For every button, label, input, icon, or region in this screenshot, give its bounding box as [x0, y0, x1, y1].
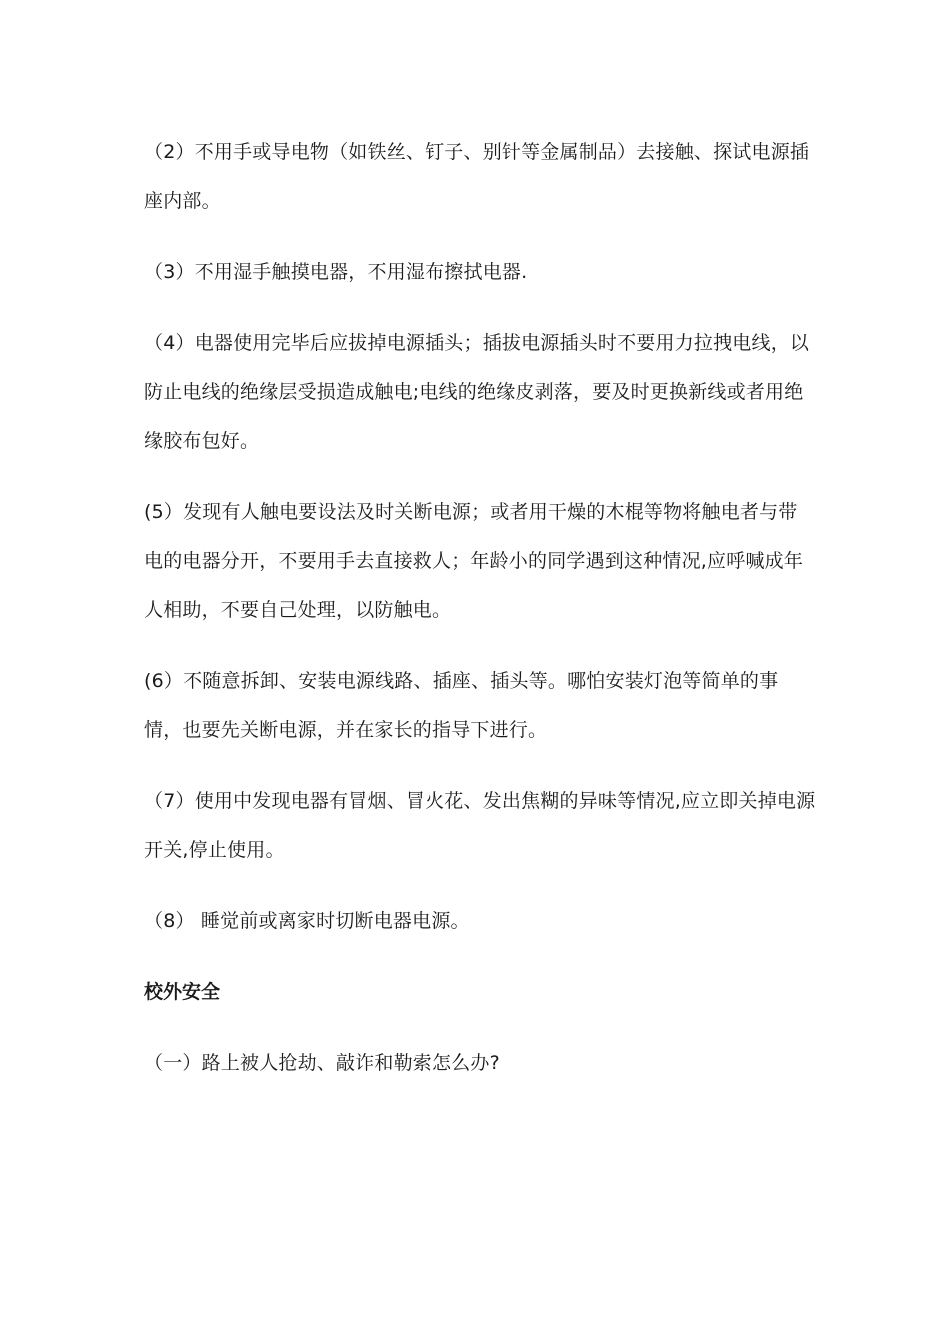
- paragraph-item-7: （7）使用中发现电器有冒烟、冒火花、发出焦糊的异味等情况,应立即关掉电源开关,停止使用。: [144, 790, 816, 861]
- document-body: [144, 128, 816, 1110]
- paragraph-item-2: （2）不用手或导电物（如铁丝、钉子、别针等金属制品）去接触、探试电源插座内部。: [144, 141, 810, 212]
- paragraph-item-8: （8） 睡觉前或离家时切断电器电源。: [144, 910, 470, 932]
- sub-question: （一）路上被人抢劫、敲诈和勒索怎么办?: [144, 1052, 500, 1074]
- paragraph-item-4: （4）电器使用完毕后应拔掉电源插头；插拔电源插头时不要用力拉拽电线，以防止电线的绝缘层受损造成触电;电线的绝缘皮剥落，要及时更换新线或者用绝缘胶布包好。: [144, 332, 810, 452]
- paragraph-item-5: (5）发现有人触电要设法及时关断电源；或者用干燥的木棍等物将触电者与带电的电器分开，不要用手去直接救人；年龄小的同学遇到这种情况,应呼喊成年人相助，不要自己处理，以防触电。: [144, 501, 804, 621]
- paragraph-item-3: （3）不用湿手触摸电器，不用湿布擦拭电器.: [144, 261, 528, 283]
- paragraph-item-6: (6）不随意拆卸、安装电源线路、插座、插头等。哪怕安装灯泡等简单的事情，也要先关断电源，并在家长的指导下进行。: [144, 670, 779, 741]
- section-heading: 校外安全: [144, 981, 221, 1003]
